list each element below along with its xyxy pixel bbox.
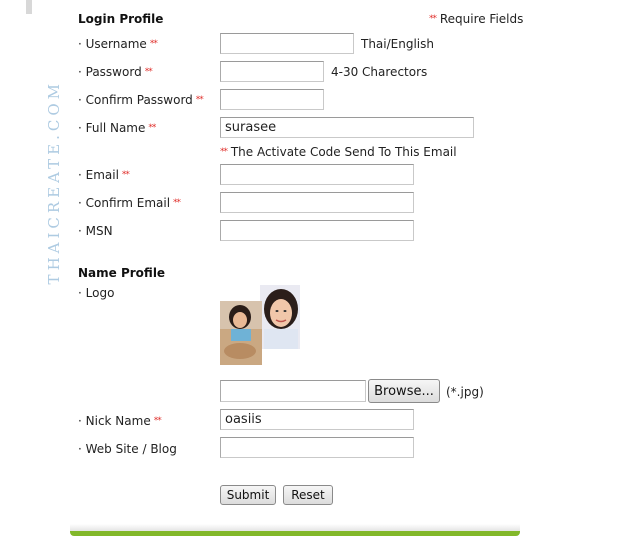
msn-label: · MSN [78,224,113,238]
username-input[interactable] [220,33,354,54]
required-mark: ** [429,14,436,24]
required-mark: ** [149,39,157,49]
nick-name-label-text: · Nick Name [78,414,151,428]
site-watermark: THAICREATE.COM [45,80,63,285]
submit-button[interactable]: Submit [220,485,276,505]
confirm-password-label [78,93,203,107]
username-hint: Thai/English [361,37,434,51]
confirm-email-input[interactable] [220,192,414,213]
required-mark: ** [144,67,152,77]
footer-shadow [70,524,520,531]
full-name-label-text: · Full Name [78,121,146,135]
required-mark: ** [153,416,161,426]
username-label-text: · Username [78,37,147,51]
email-label-text: · Email [78,168,119,182]
email-input[interactable] [220,164,414,185]
required-mark: ** [173,198,181,208]
nick-name-input[interactable] [220,409,414,430]
confirm-password-input[interactable] [220,89,324,110]
required-mark: ** [121,170,129,180]
activate-code-note [220,145,457,159]
website-input[interactable] [220,437,414,458]
footer-bar [70,531,520,536]
password-hint: 4-30 Charectors [331,65,428,79]
username-label [78,37,157,51]
website-label: · Web Site / Blog [78,442,177,456]
top-edge-decoration [26,0,32,14]
confirm-email-label-text: · Confirm Email [78,196,171,210]
required-mark: ** [148,123,156,133]
msn-input[interactable] [220,220,414,241]
required-mark: ** [220,147,227,157]
email-label [78,168,129,182]
require-fields-text: Require Fields [439,12,524,26]
name-profile-title: Name Profile [78,266,166,280]
file-type-hint: (*.jpg) [446,385,484,399]
confirm-password-label-text: · Confirm Password [78,93,193,107]
required-mark: ** [195,95,203,105]
logo-label: · Logo [78,286,115,300]
browse-button[interactable]: Browse... [368,379,440,403]
activate-code-note-text: The Activate Code Send To This Email [230,145,457,159]
nick-name-label [78,414,161,428]
require-fields-note [426,12,523,26]
password-label [78,65,152,79]
full-name-label [78,121,155,135]
login-profile-title: Login Profile [78,12,164,26]
full-name-input[interactable] [220,117,474,138]
logo-file-input[interactable] [220,380,366,402]
logo-photo [220,285,302,367]
reset-button[interactable]: Reset [283,485,333,505]
confirm-email-label [78,196,180,210]
password-label-text: · Password [78,65,142,79]
password-input[interactable] [220,61,324,82]
